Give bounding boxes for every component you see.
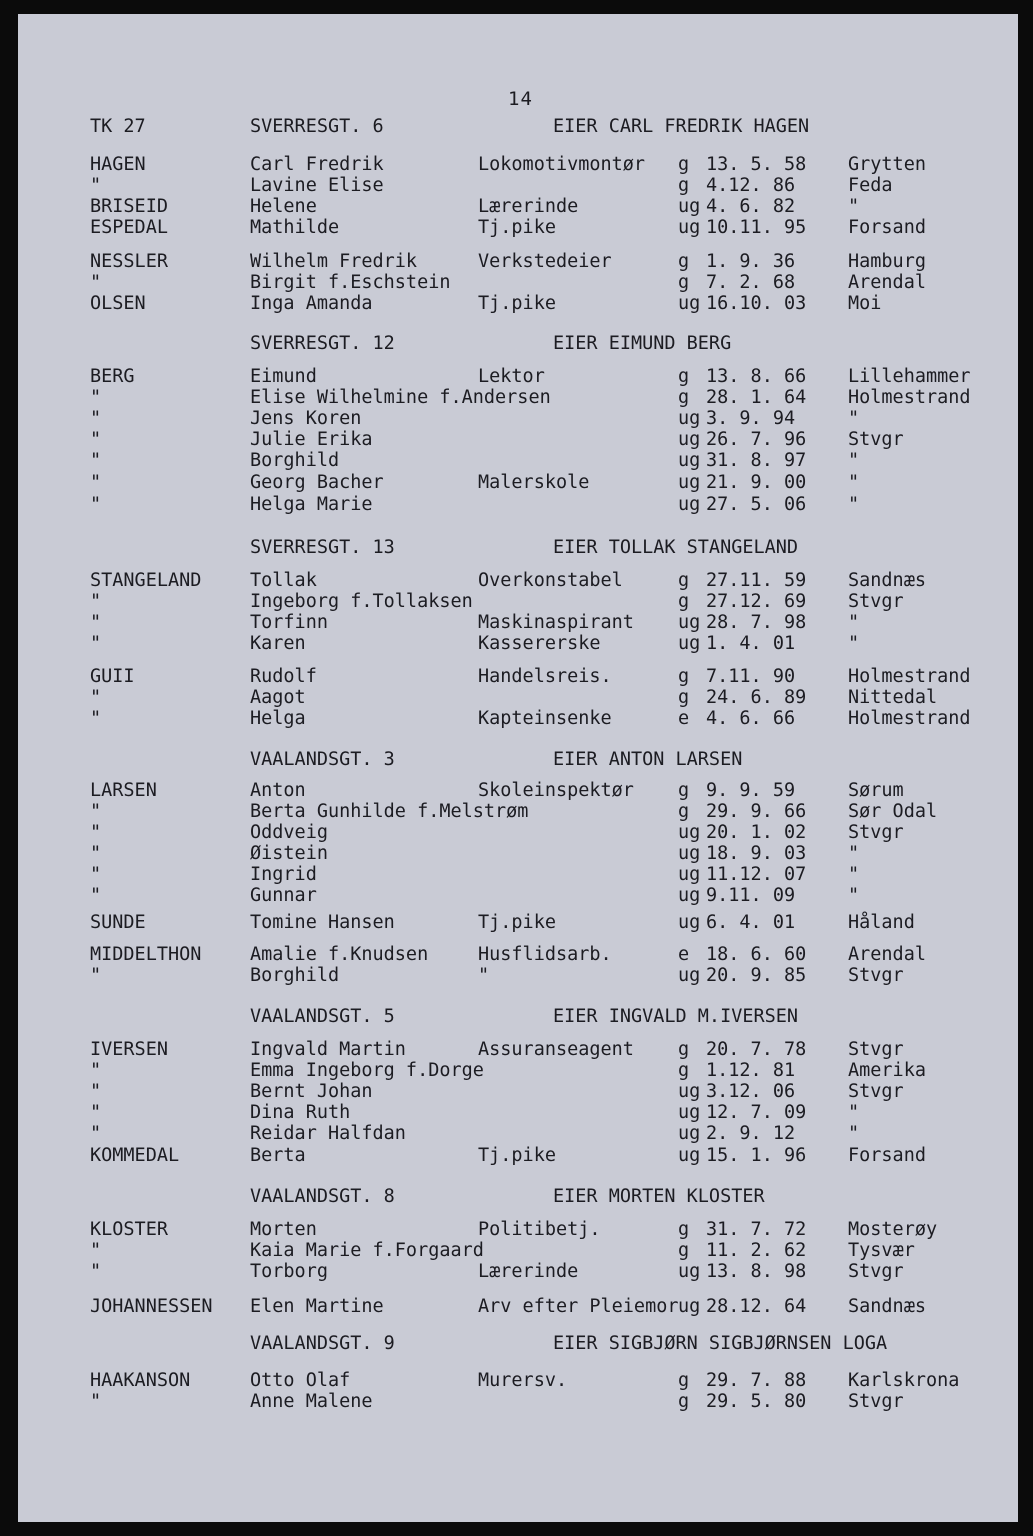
marital-status: ug — [678, 196, 701, 217]
birthplace: Amerika — [848, 1060, 926, 1081]
marital-status: g — [678, 175, 690, 196]
occupation: Maskinaspirant — [478, 612, 634, 633]
property-owner: EIER EIMUND BERG — [553, 333, 732, 354]
section-header — [18, 1006, 1018, 1028]
birthplace: Stvgr — [848, 1081, 904, 1102]
resident-row — [18, 801, 1018, 823]
surname: HAGEN — [90, 154, 146, 175]
resident-row — [18, 387, 1018, 409]
birth-date: 9. 9. 59 — [706, 780, 796, 801]
property-owner: EIER CARL FREDRIK HAGEN — [553, 116, 810, 137]
marital-status: ug — [678, 494, 701, 515]
street-address: VAALANDSGT. 8 — [250, 1186, 395, 1207]
marital-status: g — [678, 366, 690, 387]
resident-row — [18, 1296, 1018, 1318]
surname: " — [90, 885, 102, 906]
occupation: Politibetj. — [478, 1219, 601, 1240]
surname: IVERSEN — [90, 1039, 168, 1060]
street-address: VAALANDSGT. 3 — [250, 749, 395, 770]
given-name: Ingvald Martin — [250, 1039, 406, 1060]
surname: " — [90, 1240, 102, 1261]
given-name: Julie Erika — [250, 429, 373, 450]
given-name: Torborg — [250, 1261, 328, 1282]
marital-status: g — [678, 272, 690, 293]
street-address: SVERRESGT. 13 — [250, 537, 395, 558]
marital-status: g — [678, 1240, 690, 1261]
marital-status: ug — [678, 612, 701, 633]
birthplace: " — [848, 885, 860, 906]
occupation: Arv efter Pleiemor — [478, 1296, 679, 1317]
birth-date: 27. 5. 06 — [706, 494, 807, 515]
birth-date: 15. 1. 96 — [706, 1145, 807, 1166]
marital-status: ug — [678, 217, 701, 238]
marital-status: g — [678, 154, 690, 175]
given-name: Dina Ruth — [250, 1102, 351, 1123]
surname: " — [90, 1102, 102, 1123]
marital-status: e — [678, 944, 690, 965]
resident-row — [18, 1261, 1018, 1283]
given-name: Elise Wilhelmine f.Andersen — [250, 387, 551, 408]
marital-status: ug — [678, 429, 701, 450]
surname: KOMMEDAL — [90, 1145, 180, 1166]
street-address: SVERRESGT. 6 — [250, 116, 384, 137]
given-name: Tollak — [250, 570, 317, 591]
surname: " — [90, 1081, 102, 1102]
birth-date: 9.11. 09 — [706, 885, 796, 906]
resident-row — [18, 912, 1018, 934]
given-name: Inga Amanda — [250, 293, 373, 314]
birth-date: 4. 6. 66 — [706, 708, 796, 729]
birthplace: Mosterøy — [848, 1219, 938, 1240]
marital-status: ug — [678, 450, 701, 471]
birthplace: Holmestrand — [848, 666, 971, 687]
marital-status: g — [678, 780, 690, 801]
birthplace: " — [848, 408, 860, 429]
birthplace: " — [848, 843, 860, 864]
birthplace: Stvgr — [848, 591, 904, 612]
resident-row — [18, 1123, 1018, 1145]
marital-status: ug — [678, 1081, 701, 1102]
birth-date: 10.11. 95 — [706, 217, 807, 238]
given-name: Wilhelm Fredrik — [250, 251, 418, 272]
resident-row — [18, 175, 1018, 197]
resident-row — [18, 494, 1018, 516]
birthplace: Lillehammer — [848, 366, 971, 387]
birthplace: Stvgr — [848, 1261, 904, 1282]
birth-date: 31. 7. 72 — [706, 1219, 807, 1240]
birthplace: Stvgr — [848, 1391, 904, 1412]
given-name: Birgit f.Eschstein — [250, 272, 451, 293]
birth-date: 6. 4. 01 — [706, 912, 796, 933]
surname: GUII — [90, 666, 135, 687]
street-address: VAALANDSGT. 5 — [250, 1006, 395, 1027]
section-header — [18, 333, 1018, 355]
given-name: Helga — [250, 708, 306, 729]
given-name: Borghild — [250, 965, 340, 986]
birthplace: Holmestrand — [848, 387, 971, 408]
surname: JOHANNESSEN — [90, 1296, 213, 1317]
birthplace: " — [848, 864, 860, 885]
resident-row — [18, 843, 1018, 865]
resident-row — [18, 864, 1018, 886]
resident-row — [18, 1081, 1018, 1103]
birthplace: Feda — [848, 175, 893, 196]
birth-date: 11.12. 07 — [706, 864, 807, 885]
tk-label: TK 27 — [90, 116, 146, 137]
birthplace: " — [848, 450, 860, 471]
occupation: Verkstedeier — [478, 251, 612, 272]
surname: " — [90, 429, 102, 450]
surname: " — [90, 965, 102, 986]
birth-date: 28. 7. 98 — [706, 612, 807, 633]
census-page — [18, 14, 1018, 1522]
surname: " — [90, 1391, 102, 1412]
marital-status: g — [678, 1060, 690, 1081]
birthplace: Grytten — [848, 154, 926, 175]
section-header — [18, 116, 1018, 138]
resident-row — [18, 885, 1018, 907]
surname: " — [90, 272, 102, 293]
birth-date: 13. 8. 66 — [706, 366, 807, 387]
surname: " — [90, 450, 102, 471]
resident-row — [18, 196, 1018, 218]
marital-status: ug — [678, 1261, 701, 1282]
birthplace: Forsand — [848, 217, 926, 238]
given-name: Oddveig — [250, 822, 328, 843]
occupation: Lektor — [478, 366, 545, 387]
resident-row — [18, 472, 1018, 494]
resident-row — [18, 666, 1018, 688]
birth-date: 20. 1. 02 — [706, 822, 807, 843]
surname: " — [90, 494, 102, 515]
street-address: VAALANDSGT. 9 — [250, 1333, 395, 1354]
marital-status: g — [678, 387, 690, 408]
given-name: Karen — [250, 633, 306, 654]
birth-date: 1.12. 81 — [706, 1060, 796, 1081]
birthplace: " — [848, 494, 860, 515]
occupation: Malerskole — [478, 472, 590, 493]
surname: NESSLER — [90, 251, 168, 272]
given-name: Øistein — [250, 843, 328, 864]
marital-status: ug — [678, 472, 701, 493]
resident-row — [18, 570, 1018, 592]
surname: SUNDE — [90, 912, 146, 933]
birth-date: 4. 6. 82 — [706, 196, 796, 217]
resident-row — [18, 408, 1018, 430]
resident-row — [18, 217, 1018, 239]
birthplace: Sørum — [848, 780, 904, 801]
marital-status: ug — [678, 1296, 701, 1317]
birth-date: 13. 8. 98 — [706, 1261, 807, 1282]
marital-status: g — [678, 570, 690, 591]
surname: " — [90, 687, 102, 708]
birth-date: 12. 7. 09 — [706, 1102, 807, 1123]
surname: BERG — [90, 366, 135, 387]
given-name: Ingeborg f.Tollaksen — [250, 591, 473, 612]
surname: STANGELAND — [90, 570, 202, 591]
resident-row — [18, 965, 1018, 987]
birthplace: " — [848, 472, 860, 493]
resident-row — [18, 1039, 1018, 1061]
birthplace: Nittedal — [848, 687, 938, 708]
surname: " — [90, 1261, 102, 1282]
resident-row — [18, 1145, 1018, 1167]
occupation: Skoleinspektør — [478, 780, 634, 801]
marital-status: ug — [678, 885, 701, 906]
given-name: Lavine Elise — [250, 175, 384, 196]
given-name: Tomine Hansen — [250, 912, 395, 933]
resident-row — [18, 822, 1018, 844]
given-name: Rudolf — [250, 666, 317, 687]
marital-status: ug — [678, 965, 701, 986]
marital-status: ug — [678, 843, 701, 864]
given-name: Carl Fredrik — [250, 154, 384, 175]
resident-row — [18, 944, 1018, 966]
resident-row — [18, 293, 1018, 315]
birth-date: 4.12. 86 — [706, 175, 796, 196]
occupation: Kassererske — [478, 633, 601, 654]
birth-date: 29. 9. 66 — [706, 801, 807, 822]
occupation: Husflidsarb. — [478, 944, 612, 965]
marital-status: ug — [678, 633, 701, 654]
resident-row — [18, 1370, 1018, 1392]
birthplace: Tysvær — [848, 1240, 915, 1261]
occupation: Lærerinde — [478, 196, 579, 217]
birth-date: 1. 4. 01 — [706, 633, 796, 654]
birth-date: 3.12. 06 — [706, 1081, 796, 1102]
section-header — [18, 537, 1018, 559]
marital-status: g — [678, 251, 690, 272]
marital-status: ug — [678, 1145, 701, 1166]
marital-status: g — [678, 1039, 690, 1060]
surname: HAAKANSON — [90, 1370, 191, 1391]
resident-row — [18, 708, 1018, 730]
birthplace: Hamburg — [848, 251, 926, 272]
resident-row — [18, 429, 1018, 451]
resident-row — [18, 251, 1018, 273]
property-owner: EIER SIGBJØRN SIGBJØRNSEN LOGA — [553, 1333, 888, 1354]
marital-status: g — [678, 1391, 690, 1412]
marital-status: ug — [678, 1123, 701, 1144]
surname: " — [90, 408, 102, 429]
surname: KLOSTER — [90, 1219, 168, 1240]
section-header — [18, 1333, 1018, 1355]
birth-date: 1. 9. 36 — [706, 251, 796, 272]
birthplace: Stvgr — [848, 429, 904, 450]
given-name: Berta Gunhilde f.Melstrøm — [250, 801, 529, 822]
given-name: Anton — [250, 780, 306, 801]
birthplace: Stvgr — [848, 1039, 904, 1060]
surname: " — [90, 843, 102, 864]
given-name: Anne Malene — [250, 1391, 373, 1412]
property-owner: EIER MORTEN KLOSTER — [553, 1186, 765, 1207]
marital-status: ug — [678, 864, 701, 885]
surname: MIDDELTHON — [90, 944, 202, 965]
resident-row — [18, 687, 1018, 709]
occupation: " — [478, 965, 490, 986]
resident-row — [18, 366, 1018, 388]
birthplace: " — [848, 196, 860, 217]
birth-date: 31. 8. 97 — [706, 450, 807, 471]
birth-date: 13. 5. 58 — [706, 154, 807, 175]
given-name: Emma Ingeborg f.Dorge — [250, 1060, 484, 1081]
marital-status: g — [678, 1370, 690, 1391]
surname: BRISEID — [90, 196, 168, 217]
occupation: Tj.pike — [478, 912, 556, 933]
occupation: Overkonstabel — [478, 570, 623, 591]
given-name: Berta — [250, 1145, 306, 1166]
birth-date: 7. 2. 68 — [706, 272, 796, 293]
resident-row — [18, 633, 1018, 655]
birthplace: Stvgr — [848, 965, 904, 986]
marital-status: g — [678, 1219, 690, 1240]
birth-date: 18. 9. 03 — [706, 843, 807, 864]
resident-row — [18, 1240, 1018, 1262]
given-name: Torfinn — [250, 612, 328, 633]
given-name: Georg Bacher — [250, 472, 384, 493]
surname: " — [90, 864, 102, 885]
page-number: 14 — [508, 88, 533, 110]
birth-date: 2. 9. 12 — [706, 1123, 796, 1144]
occupation: Assuranseagent — [478, 1039, 634, 1060]
given-name: Eimund — [250, 366, 317, 387]
given-name: Gunnar — [250, 885, 317, 906]
given-name: Borghild — [250, 450, 340, 471]
surname: LARSEN — [90, 780, 157, 801]
surname: " — [90, 612, 102, 633]
property-owner: EIER TOLLAK STANGELAND — [553, 537, 799, 558]
given-name: Helga Marie — [250, 494, 373, 515]
birth-date: 28. 1. 64 — [706, 387, 807, 408]
surname: " — [90, 633, 102, 654]
birthplace: Karlskrona — [848, 1370, 960, 1391]
resident-row — [18, 780, 1018, 802]
marital-status: g — [678, 687, 690, 708]
marital-status: ug — [678, 1102, 701, 1123]
surname: " — [90, 1060, 102, 1081]
birth-date: 27.11. 59 — [706, 570, 807, 591]
resident-row — [18, 1102, 1018, 1124]
birthplace: Arendal — [848, 272, 926, 293]
birthplace: Holmestrand — [848, 708, 971, 729]
surname: " — [90, 387, 102, 408]
resident-row — [18, 450, 1018, 472]
section-header — [18, 1186, 1018, 1208]
surname: " — [90, 822, 102, 843]
marital-status: g — [678, 801, 690, 822]
birthplace: Arendal — [848, 944, 926, 965]
surname: ESPEDAL — [90, 217, 168, 238]
property-owner: EIER ANTON LARSEN — [553, 749, 743, 770]
occupation: Tj.pike — [478, 217, 556, 238]
birthplace: Sør Odal — [848, 801, 938, 822]
birth-date: 21. 9. 00 — [706, 472, 807, 493]
birthplace: Håland — [848, 912, 915, 933]
surname: " — [90, 801, 102, 822]
property-owner: EIER INGVALD M.IVERSEN — [553, 1006, 799, 1027]
marital-status: ug — [678, 822, 701, 843]
occupation: Kapteinsenke — [478, 708, 612, 729]
resident-row — [18, 272, 1018, 294]
birth-date: 27.12. 69 — [706, 591, 807, 612]
given-name: Amalie f.Knudsen — [250, 944, 429, 965]
birthplace: " — [848, 633, 860, 654]
resident-row — [18, 1060, 1018, 1082]
birth-date: 20. 7. 78 — [706, 1039, 807, 1060]
resident-row — [18, 1391, 1018, 1413]
occupation: Lokomotivmontør — [478, 154, 646, 175]
resident-row — [18, 612, 1018, 634]
birth-date: 28.12. 64 — [706, 1296, 807, 1317]
birthplace: Sandnæs — [848, 1296, 926, 1317]
birthplace: Stvgr — [848, 822, 904, 843]
birth-date: 3. 9. 94 — [706, 408, 796, 429]
birth-date: 24. 6. 89 — [706, 687, 807, 708]
marital-status: g — [678, 666, 690, 687]
birthplace: Sandnæs — [848, 570, 926, 591]
given-name: Otto Olaf — [250, 1370, 351, 1391]
marital-status: ug — [678, 293, 701, 314]
given-name: Helene — [250, 196, 317, 217]
resident-row — [18, 154, 1018, 176]
birth-date: 16.10. 03 — [706, 293, 807, 314]
birth-date: 29. 5. 80 — [706, 1391, 807, 1412]
given-name: Ingrid — [250, 864, 317, 885]
given-name: Morten — [250, 1219, 317, 1240]
resident-row — [18, 591, 1018, 613]
surname: OLSEN — [90, 293, 146, 314]
birthplace: Moi — [848, 293, 882, 314]
birth-date: 11. 2. 62 — [706, 1240, 807, 1261]
birth-date: 29. 7. 88 — [706, 1370, 807, 1391]
birth-date: 7.11. 90 — [706, 666, 796, 687]
birthplace: " — [848, 612, 860, 633]
birth-date: 20. 9. 85 — [706, 965, 807, 986]
occupation: Tj.pike — [478, 1145, 556, 1166]
birth-date: 18. 6. 60 — [706, 944, 807, 965]
given-name: Kaia Marie f.Forgaard — [250, 1240, 484, 1261]
given-name: Reidar Halfdan — [250, 1123, 406, 1144]
street-address: SVERRESGT. 12 — [250, 333, 395, 354]
marital-status: ug — [678, 408, 701, 429]
given-name: Bernt Johan — [250, 1081, 373, 1102]
section-header — [18, 749, 1018, 771]
birthplace: " — [848, 1123, 860, 1144]
given-name: Mathilde — [250, 217, 340, 238]
marital-status: g — [678, 591, 690, 612]
resident-row — [18, 1219, 1018, 1241]
given-name: Elen Martine — [250, 1296, 384, 1317]
occupation: Lærerinde — [478, 1261, 579, 1282]
occupation: Handelsreis. — [478, 666, 612, 687]
birthplace: Forsand — [848, 1145, 926, 1166]
given-name: Aagot — [250, 687, 306, 708]
surname: " — [90, 175, 102, 196]
marital-status: ug — [678, 912, 701, 933]
birthplace: " — [848, 1102, 860, 1123]
surname: " — [90, 708, 102, 729]
surname: " — [90, 472, 102, 493]
surname: " — [90, 591, 102, 612]
marital-status: e — [678, 708, 690, 729]
occupation: Murersv. — [478, 1370, 568, 1391]
surname: " — [90, 1123, 102, 1144]
occupation: Tj.pike — [478, 293, 556, 314]
given-name: Jens Koren — [250, 408, 362, 429]
birth-date: 26. 7. 96 — [706, 429, 807, 450]
